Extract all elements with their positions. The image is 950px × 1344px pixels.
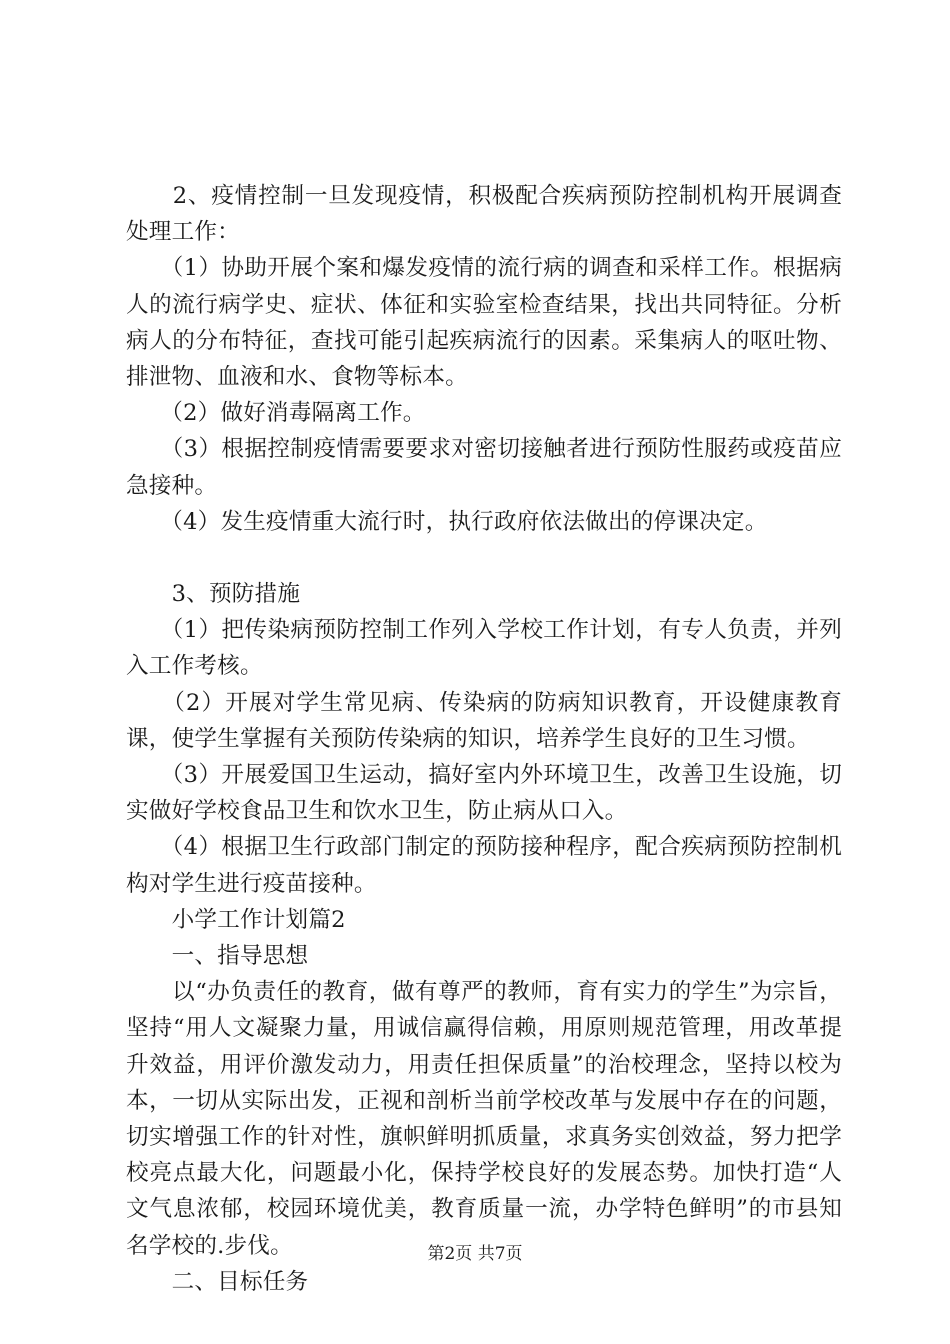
- paragraph-prevention-4: （4）根据卫生行政部门制定的预防接种程序，配合疾病预防控制机构对学生进行疫苗接种。: [126, 834, 842, 897]
- paragraph-item-4-suspension: （4）发生疫情重大流行时，执行政府依法做出的停课决定。: [126, 508, 768, 535]
- section-heading-prevention: 3、预防措施: [126, 581, 301, 608]
- section-heading-guiding-ideology: 一、指导思想: [126, 943, 309, 970]
- paragraph-epidemic-control: 2、疫情控制一旦发现疫情，积极配合疾病预防控制机构开展调查处理工作：: [126, 183, 842, 246]
- paragraph-item-2-disinfection: （2）做好消毒隔离工作。: [126, 400, 426, 427]
- section-heading-goals: 二、目标任务: [126, 1268, 309, 1295]
- paragraph-item-1-investigation: （1）协助开展个案和爆发疫情的流行病的调查和采样工作。根据病人的流行病学史、症状、体征和实验室检查结果，找出共同特征。分析病人的分布特征，查找可能引起疾病流行的因素。采集病人的呕吐物、排泄物、血液和水、食物等标本。: [126, 255, 842, 391]
- paragraph-guiding-ideology: 以“办负责任的教育，做有尊严的教师，育有实力的学生”为宗旨，坚持“用人文凝聚力量，用诚信赢得信赖，用原则规范管理，用改革提升效益，用评价激发动力，用责任担保质量”的治校理念，坚持以校为本，一切从实际出发，正视和剖析当前学校改革与发展中存在的问题，切实增强工作的针对性，旗帜鲜明抓质量，求真务实创效益，努力把学校亮点最大化，问题最小化，保持学校良好的发展态势。加快打造“人文气息浓郁，校园环境优美，教育质量一流，办学特色鲜明”的市县知名学校的.步伐。: [126, 979, 843, 1259]
- document-body: [126, 178, 842, 1300]
- paragraph-prevention-1: （1）把传染病预防控制工作列入学校工作计划，有专人负责，并列入工作考核。: [126, 617, 842, 680]
- page-number-footer: 第2页 共7页: [427, 1244, 523, 1264]
- paragraph-prevention-3: （3）开展爱国卫生运动，搞好室内外环境卫生，改善卫生设施，切实做好学校食品卫生和饮水卫生，防止病从口入。: [126, 762, 842, 825]
- section-title-plan-2: 小学工作计划篇2: [126, 906, 346, 933]
- paragraph-prevention-2: （2）开展对学生常见病、传染病的防病知识教育，开设健康教育课，使学生掌握有关预防传染病的知识，培养学生良好的卫生习惯。: [126, 689, 842, 752]
- paragraph-item-3-vaccination: （3）根据控制疫情需要要求对密切接触者进行预防性服药或疫苗应急接种。: [126, 436, 842, 499]
- paragraph-spacer: [126, 540, 842, 576]
